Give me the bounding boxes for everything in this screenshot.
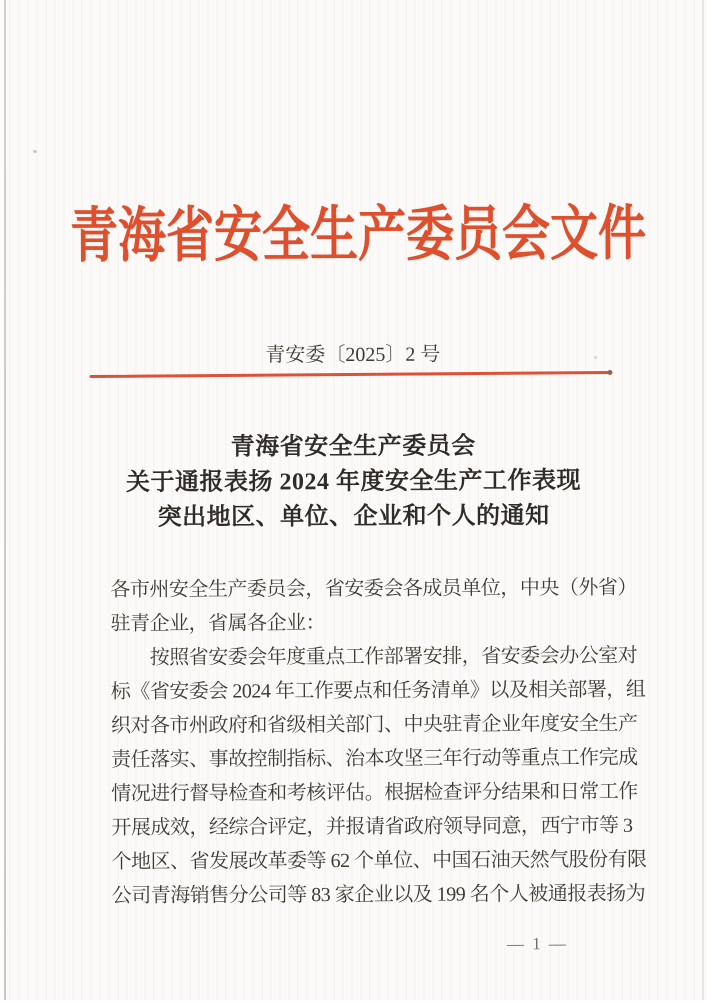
page-number: — 1 — (506, 934, 568, 954)
body-line: 驻青企业，省属各企业： (110, 612, 326, 636)
body-line: 公司青海销售分公司等 83 家企业以及 199 名个人被通报表扬为 (111, 882, 646, 908)
body-line: 情况进行督导检查和考核评估。根据检查评分结果和日常工作 (111, 780, 638, 806)
document-body (110, 571, 656, 913)
body-line: 各市州安全生产委员会，省安委会各成员单位，中央（外省） (110, 576, 637, 602)
title-line: 关于通报表扬 2024 年度安全生产工作表现 (125, 468, 581, 496)
body-line: 个地区、省发展改革委等 62 个单位、中国石油天然气股份有限 (111, 848, 647, 874)
divider-end-dot (607, 370, 612, 375)
body-line: 标《省安委会 2024 年工作要点和任务清单》以及相关部署，组 (110, 678, 646, 704)
red-divider-line (89, 371, 611, 378)
document-number: 青安委〔2025〕2 号 (265, 343, 441, 367)
body-line: 开展成效，经综合评定，并报请省政府领导同意，西宁市等 3 (111, 814, 633, 840)
body-line: 按照省安委会年度重点工作部署安排，省安委会办公室对 (110, 644, 638, 670)
document-title (0, 428, 707, 536)
title-line: 突出地区、单位、企业和个人的通知 (157, 503, 550, 531)
document-header-title: 青海省安全生产委员会文件 (69, 200, 647, 270)
title-line: 青海省安全生产委员会 (230, 433, 476, 461)
body-line: 责任落实、事故控制指标、治本攻坚三年行动等重点工作完成 (111, 746, 638, 772)
body-line: 织对各市州政府和省级相关部门、中央驻青企业年度安全生产 (110, 712, 638, 738)
